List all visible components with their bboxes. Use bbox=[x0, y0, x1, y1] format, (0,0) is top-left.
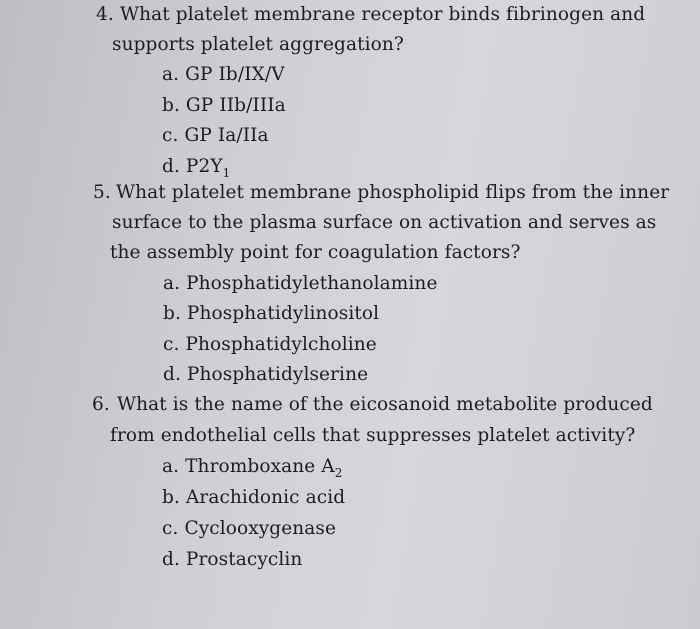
question-4-option-a bbox=[162, 63, 285, 87]
option-letter: b. bbox=[162, 95, 180, 116]
option-text: Cyclooxygenase bbox=[184, 518, 337, 539]
question-6-stem-line-1: What is the name of the eicosanoid metabolite produced bbox=[117, 394, 653, 415]
option-letter: b. bbox=[162, 487, 180, 508]
question-4-option-d bbox=[162, 155, 230, 179]
option-text: Phosphatidylinositol bbox=[186, 303, 380, 324]
option-subscript: 2 bbox=[334, 466, 343, 480]
option-text: GP IIb/IIIa bbox=[185, 95, 286, 116]
question-4-option-c bbox=[162, 124, 269, 148]
option-text: P2Y bbox=[185, 156, 223, 177]
option-letter: c. bbox=[162, 125, 179, 146]
option-subscript: 1 bbox=[222, 166, 231, 180]
question-6-option-c bbox=[162, 517, 336, 541]
question-5-stem-line-1: What platelet membrane phospholipid flips from the inner bbox=[116, 182, 670, 203]
option-letter: b. bbox=[163, 303, 181, 324]
question-6-stem-line-2: from endothelial cells that suppresses platelet activity? bbox=[110, 425, 636, 446]
question-4-number: 4. bbox=[96, 4, 114, 25]
question-4-option-b bbox=[162, 94, 286, 118]
option-text: Phosphatidylcholine bbox=[185, 334, 377, 355]
question-6-number: 6. bbox=[92, 394, 110, 415]
question-5-stem-line-3: the assembly point for coagulation factors? bbox=[110, 242, 521, 263]
option-text: GP Ia/IIa bbox=[184, 125, 269, 146]
question-6-option-a bbox=[162, 455, 343, 479]
option-letter: d. bbox=[162, 156, 180, 177]
option-text: Phosphatidylethanolamine bbox=[186, 273, 438, 294]
option-letter: d. bbox=[162, 549, 180, 570]
option-letter: c. bbox=[162, 518, 179, 539]
option-text: GP Ib/IX/V bbox=[185, 64, 285, 85]
question-4-stem-line-1 bbox=[120, 3, 646, 27]
option-letter: a. bbox=[163, 273, 181, 294]
question-5-option-d bbox=[163, 363, 368, 387]
option-text: Arachidonic acid bbox=[185, 487, 346, 508]
question-5-number: 5. bbox=[93, 182, 111, 203]
question-5-stem-line-2: surface to the plasma surface on activation and serves as bbox=[112, 212, 657, 233]
question-4-stem-line-2: supports platelet aggregation? bbox=[112, 34, 404, 55]
question-6-option-b bbox=[162, 486, 345, 510]
option-letter: a. bbox=[162, 456, 180, 477]
option-text: Phosphatidylserine bbox=[186, 364, 369, 385]
question-5-option-b bbox=[163, 302, 379, 326]
question-5-option-a bbox=[163, 272, 438, 296]
option-text: Prostacyclin bbox=[185, 549, 303, 570]
option-letter: c. bbox=[163, 334, 180, 355]
option-letter: a. bbox=[162, 64, 180, 85]
question-6-option-d bbox=[162, 548, 302, 572]
question-5-option-c bbox=[163, 333, 377, 357]
option-text: Thromboxane A bbox=[185, 456, 335, 477]
option-letter: d. bbox=[163, 364, 181, 385]
question-4-stem-text-1: What platelet membrane receptor binds fibrinogen and bbox=[120, 4, 646, 25]
